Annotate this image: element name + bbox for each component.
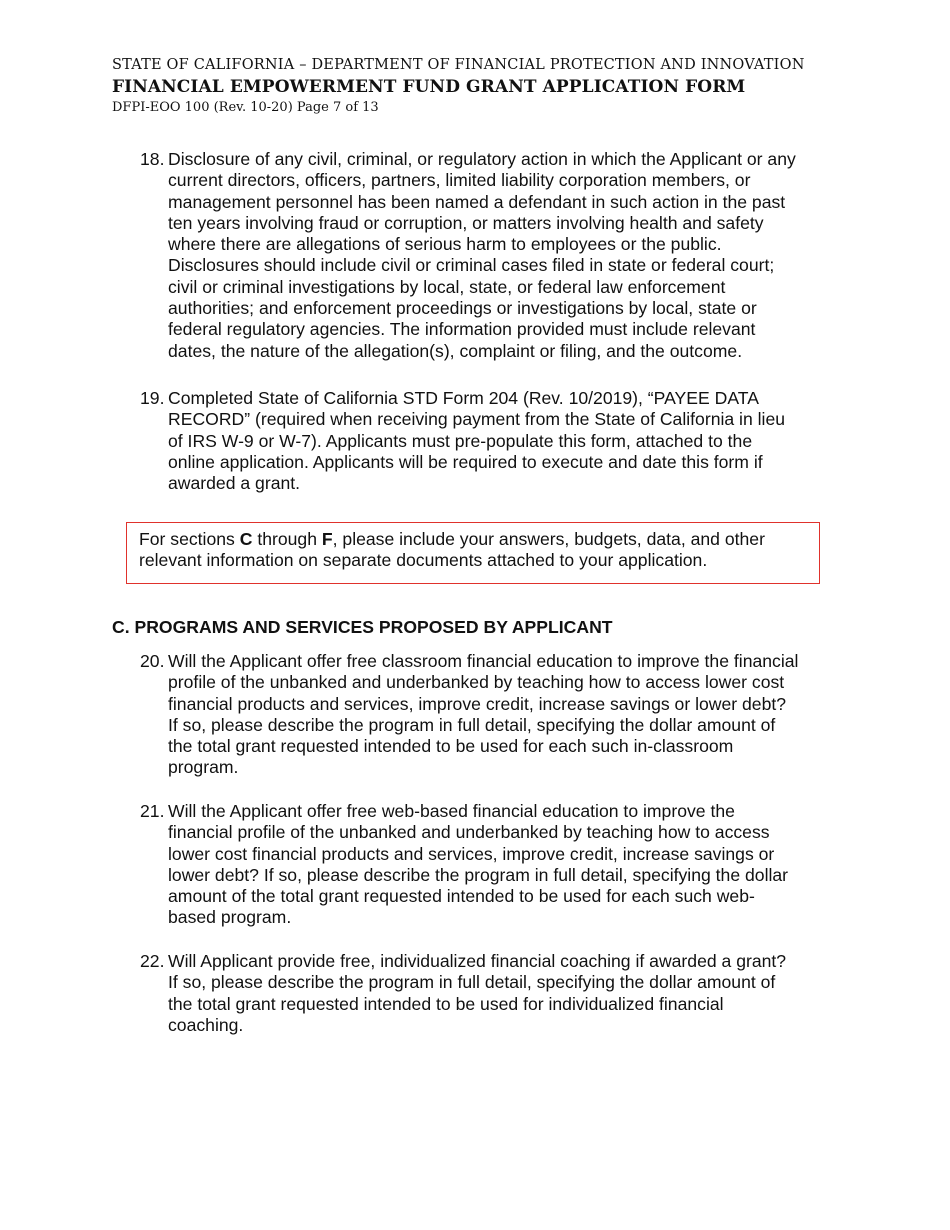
- text-line: coaching.: [168, 1014, 244, 1035]
- item-number: 18.: [140, 149, 165, 169]
- text-line: authorities; and enforcement proceedings or investigations by local, state or: [168, 298, 757, 319]
- text-line: federal regulatory agencies. The information provided must include relevant: [168, 319, 756, 340]
- item-number: 21.: [140, 801, 165, 821]
- text-line: of IRS W-9 or W-7). Applicants must pre-populate this form, attached to the: [168, 430, 753, 451]
- agency-line: STATE OF CALIFORNIA – DEPARTMENT OF FINANCIAL PROTECTION AND INNOVATION: [112, 57, 805, 73]
- text-line: program.: [168, 757, 239, 778]
- list-item-18: [140, 149, 845, 362]
- form-title: FINANCIAL EMPOWERMENT FUND GRANT APPLICATION FORM: [112, 77, 746, 97]
- document-header: [112, 56, 805, 117]
- list-item-22: [140, 951, 845, 1036]
- text-line: based program.: [168, 907, 292, 928]
- text-line: Will the Applicant offer free web-based financial education to improve the: [168, 801, 735, 821]
- item-number: 22.: [140, 951, 165, 971]
- notice-text: For sections: [139, 529, 240, 549]
- text-line: Will the Applicant offer free classroom financial education to improve the financial: [168, 651, 799, 671]
- section-letter-c: C: [239, 529, 253, 549]
- text-line: profile of the unbanked and underbanked by teaching how to access lower cost: [168, 672, 785, 693]
- sections-notice-box: [126, 522, 820, 584]
- item-text: [168, 951, 845, 1036]
- list-item-20: [140, 651, 845, 779]
- text-line: management personnel has been named a defendant in such action in the past: [168, 191, 786, 212]
- text-line: amount of the total grant requested intended to be used for each such web-: [168, 886, 755, 907]
- text-line: Disclosure of any civil, criminal, or regulatory action in which the Applicant or any: [168, 149, 796, 169]
- list-item-19: [140, 388, 845, 494]
- item-text: [168, 801, 845, 929]
- section-c-heading: C. PROGRAMS AND SERVICES PROPOSED BY APPLICANT: [112, 617, 613, 637]
- text-line: awarded a grant.: [168, 473, 301, 494]
- notice-line-2: relevant information on separate documents attached to your application.: [139, 550, 708, 571]
- notice-line-1: [139, 529, 807, 550]
- form-id-page-number: DFPI-EOO 100 (Rev. 10-20) Page 7 of 13: [112, 100, 379, 115]
- text-line: lower debt? If so, please describe the program in full detail, specifying the dollar: [168, 864, 789, 885]
- text-line: civil or criminal investigations by local, state, or federal law enforcement: [168, 276, 726, 297]
- item-number: 20.: [140, 651, 165, 671]
- text-line: Will Applicant provide free, individualized financial coaching if awarded a grant?: [168, 951, 787, 971]
- text-line: the total grant requested intended to be used for each such in-classroom: [168, 736, 734, 757]
- text-line: Completed State of California STD Form 204 (Rev. 10/2019), “PAYEE DATA: [168, 388, 759, 408]
- text-line: If so, please describe the program in full detail, specifying the dollar amount of: [168, 972, 776, 993]
- notice-text: through: [252, 529, 322, 549]
- notice-text: , please include your answers, budgets, data, and other: [332, 529, 765, 549]
- item-number: 19.: [140, 388, 165, 408]
- text-line: current directors, officers, partners, limited liability corporation members, or: [168, 170, 751, 191]
- text-line: ten years involving fraud or corruption, or matters involving health and safety: [168, 212, 764, 233]
- text-line: the total grant requested intended to be used for individualized financial: [168, 993, 724, 1014]
- text-line: If so, please describe the program in full detail, specifying the dollar amount of: [168, 714, 776, 735]
- text-line: online application. Applicants will be required to execute and date this form if: [168, 451, 763, 472]
- text-line: RECORD” (required when receiving payment from the State of California in lieu: [168, 409, 786, 430]
- text-line: financial profile of the unbanked and underbanked by teaching how to access: [168, 822, 770, 843]
- text-line: Disclosures should include civil or criminal cases filed in state or federal court;: [168, 255, 775, 276]
- item-text: [168, 651, 845, 779]
- item-text: [168, 149, 845, 362]
- section-letter-f: F: [321, 529, 333, 549]
- text-line: lower cost financial products and services, improve credit, increase savings or: [168, 843, 775, 864]
- text-line: where there are allegations of serious harm to employees or the public.: [168, 234, 722, 255]
- item-text: [168, 388, 845, 494]
- list-item-21: [140, 801, 845, 929]
- text-line: dates, the nature of the allegation(s), complaint or filing, and the outcome.: [168, 340, 743, 361]
- text-line: financial products and services, improve credit, increase savings or lower debt?: [168, 693, 787, 714]
